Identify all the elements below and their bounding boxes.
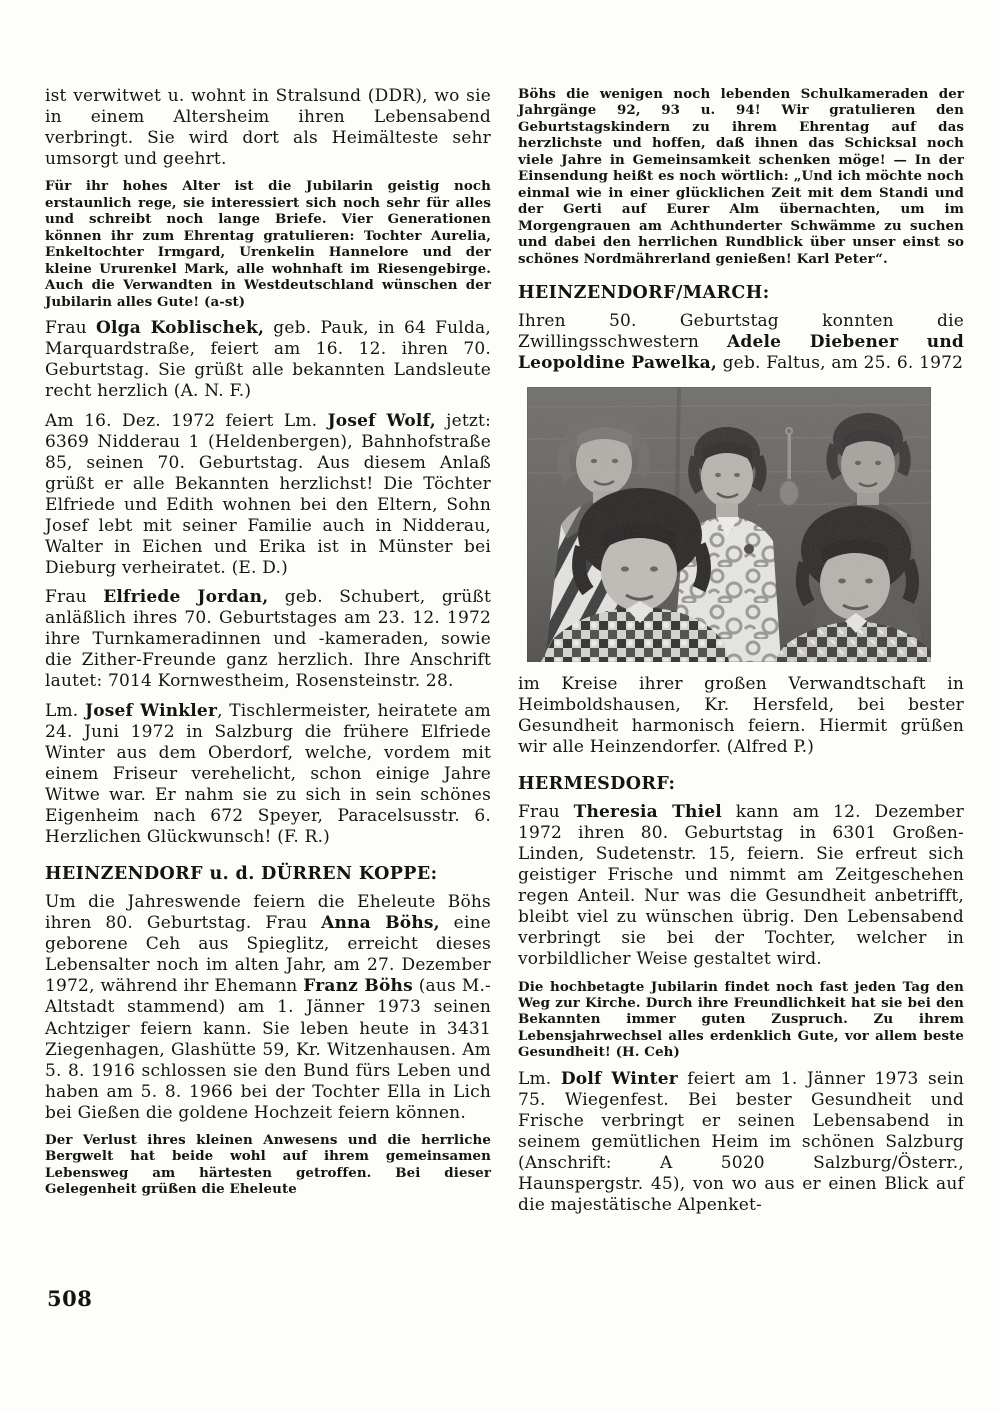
fine-print-paragraph [518, 979, 964, 1061]
group-photo [527, 387, 931, 662]
text-run: im Kreise ihrer großen Verwandtschaft in Heimboldshausen, Kr. Hersfeld, bei bester Gesundheit harmonisch feiern. Hiermit grüßen wir alle Heinzendorfer. (Alfred P.) [518, 673, 964, 757]
fine-print-paragraph [45, 1132, 491, 1198]
text-run: Lm. [518, 1068, 561, 1089]
person-name-bold: Karl Peter [796, 250, 876, 267]
body-paragraph [518, 802, 964, 971]
text-run: Ihren 50. Geburtstag konnten die Zwillingsschwestern [518, 311, 964, 353]
body-paragraph [518, 311, 964, 374]
body-paragraph [45, 892, 491, 1124]
text-run: HEINZENDORF/MARCH: [518, 283, 770, 304]
section-heading [518, 283, 964, 303]
text-run: geb. Schubert, grüßt anläßlich ihres 70. Geburtstages am 23. 12. 1972 ihre Turnkameradinnen und -kameraden, sowie die Zither-Freunde ganz herzlich. Ihre Anschrift lautet: 7014 Kornwestheim, Rosensteinstr. 28. [45, 587, 491, 692]
text-run: geb. Pauk, in 64 Fulda, Marquardstraße, feiert am 16. 12. ihren 70. Geburtstag. Sie grüßt alle bekannten Landsleute recht herzlich (A. N. F.) [45, 318, 491, 402]
text-run: Die hochbetagte Jubilarin findet noch fast jeden Tag den Weg zur Kirche. Durch ihre Freundlichkeit hat sie bei den Bekannten immer guten Zuspruch. Zu ihrem Lebensjahrwechsel alles erdenklich Gute, vor allem beste Gesundheit! (H. Ceh) [518, 978, 964, 1061]
person-name-bold: Josef Wolf, [327, 410, 436, 431]
group-photo-illustration [527, 387, 931, 662]
person-name-bold: Franz Böhs [303, 976, 413, 997]
body-paragraph [518, 674, 964, 758]
text-run: Lm. [45, 700, 85, 721]
text-run: geb. Faltus, am 25. 6. 1972 [717, 353, 964, 374]
section-heading [45, 864, 491, 884]
body-paragraph [45, 411, 491, 580]
section-heading [518, 774, 964, 794]
person-name-bold: Josef Winkler [84, 700, 218, 721]
right-column [518, 86, 964, 1224]
body-paragraph [45, 318, 491, 402]
text-run: Frau [45, 318, 96, 339]
text-run: eine geborene Ceh aus Spieglitz, erreicht dieses Lebensalter noch im alten Jahr, am 27. Dezember 1972, während ihr Ehemann [45, 913, 491, 997]
text-run: Um die Jahreswende feiern die Eheleute Böhs ihren 80. Geburtstag. Frau [45, 892, 491, 934]
text-run: jetzt: 6369 Nidderau 1 (Heldenbergen), Bahnhofstraße 85, seinen 70. Geburtstag. Aus diesem Anlaß grüßt er alle Bekannten herzlichst! Die Töchter Elfriede und Edith wohnen bei den Eltern, Sohn Josef lebt mit seiner Familie auch in Nidderau, Walter in Eichen und Erika ist in Münster bei Dieburg verheiratet. (E. D.) [45, 410, 492, 579]
text-run: HEINZENDORF u. d. DÜRREN KOPPE: [45, 864, 438, 885]
person-name-bold: Olga Koblischek, [95, 318, 265, 339]
person-name-bold: Theresia Thiel [573, 801, 722, 822]
text-run: Am 16. Dez. 1972 feiert Lm. [45, 410, 328, 431]
fine-print-paragraph [45, 178, 491, 310]
text-run: Frau [45, 587, 104, 608]
text-run: Der Verlust ihres kleinen Anwesens und die herrliche Bergwelt hat beide wohl auf ihrem gemeinsamen Lebensweg am härtesten getroffen. Bei dieser Gelegenheit grüßen die Eheleute [45, 1131, 491, 1198]
body-paragraph [45, 86, 491, 170]
text-run: , Tischlermeister, heiratete am 24. Juni 1972 in Salzburg die frühere Elfriede Winter aus dem Oberdorf, welche, vordem mit einem Friseur verehelicht, schon einige Jahre Witwe war. Er nahm sie zu sich in sein schönes Eigenheim nach 672 Speyer, Paracelsusstr. 6. Herzlichen Glückwunsch! (F. R.) [45, 700, 491, 847]
two-column-text [45, 86, 964, 1224]
fine-print-paragraph [518, 86, 964, 267]
body-paragraph [45, 701, 491, 849]
text-run: feiert am 1. Jänner 1973 sein 75. Wiegenfest. Bei bester Gesundheit und Frische verbringt er seinen Lebensabend in seinem gemütlichen Heim im schönen Salzburg (Anschrift: A 5020 Salzburg/Österr., Haunspergstr. 45), von wo aus er einen Blick auf die majestätische Alpenket- [518, 1068, 964, 1216]
text-run: ist verwitwet u. wohnt in Stralsund (DDR), wo sie in einem Altersheim ihren Lebensabend verbringt. Sie wird dort als Heimälteste sehr umsorgt und geehrt. [45, 86, 491, 170]
person-name-bold: Anna Böhs, [321, 913, 440, 934]
left-column [45, 86, 491, 1224]
person-name-bold: Elfriede Jordan, [103, 587, 269, 608]
text-run: (aus M.-Altstadt stammend) am 1. Jänner 1973 seinen Achtziger feiern kann. Sie leben heute in 3431 Ziegenhagen, Glashütte 59, Kr. Witzenhausen. Am 5. 8. 1916 schlossen sie den Bund fürs Leben und haben am 5. 8. 1966 bei der Tochter Ella in Lich bei Gießen die goldene Hochzeit feiern können. [45, 976, 491, 1123]
page-number: 508 [47, 1286, 93, 1311]
text-run: Frau [518, 801, 574, 822]
body-paragraph [518, 1069, 964, 1217]
person-name-bold: Dolf Winter [560, 1068, 678, 1089]
body-paragraph [45, 587, 491, 692]
text-run: HERMESDORF: [518, 773, 676, 794]
text-run: “. [875, 250, 888, 267]
text-run: Für ihr hohes Alter ist die Jubilarin geistig noch erstaunlich rege, sie interessiert sich noch sehr für alles und schreibt noch lange Briefe. Vier Generationen können ihr zum Ehrentag gratulieren: Tochter Aurelia, Enkeltochter Irmgard, Urenkelin Hannelore und der kleine Ururenkel Mark, alle wohnhaft im Riesengebirge. Auch die Verwandten in Westdeutschland wünschen der Jubilarin alles Gute! (a-st) [45, 178, 491, 310]
person-name-bold: Adele Diebener und Leopoldine Pawelka, [518, 332, 964, 374]
text-run: Böhs die wenigen noch lebenden Schulkameraden der Jahrgänge 92, 93 u. 94! Wir gratulieren den Geburtstagskindern zu ihrem Ehrentag auf das herzlichste und hoffen, daß ihnen das Schicksal noch viele Jahre in Gemeinsamkeit schenken möge! — In der Einsendung heißt es noch wörtlich: „Und ich möchte noch einmal wie in einer glücklichen Zeit mit dem Standi und der Gerti auf Eurer Alm übernachten, um im Morgengrauen am Achthunderter Schwämme zu suchen und dabei den herrlichen Rundblick über unser einst so schönes Nordmährerland genießen! [518, 86, 964, 267]
film-grain-overlay [527, 387, 931, 662]
text-run: kann am 12. Dezember 1972 ihren 80. Geburtstag in 6301 Großen-Linden, Sudetenstr. 15, feiern. Sie erfreut sich geistiger Frische und nimmt am Zeitgeschehen regen Anteil. Nur was die Gesundheit anbetrifft, bleibt viel zu wünschen übrig. Den Lebensabend verbringt sie bei der Tochter, welcher in vorbildlicher Weise gestaltet wird. [518, 801, 964, 970]
